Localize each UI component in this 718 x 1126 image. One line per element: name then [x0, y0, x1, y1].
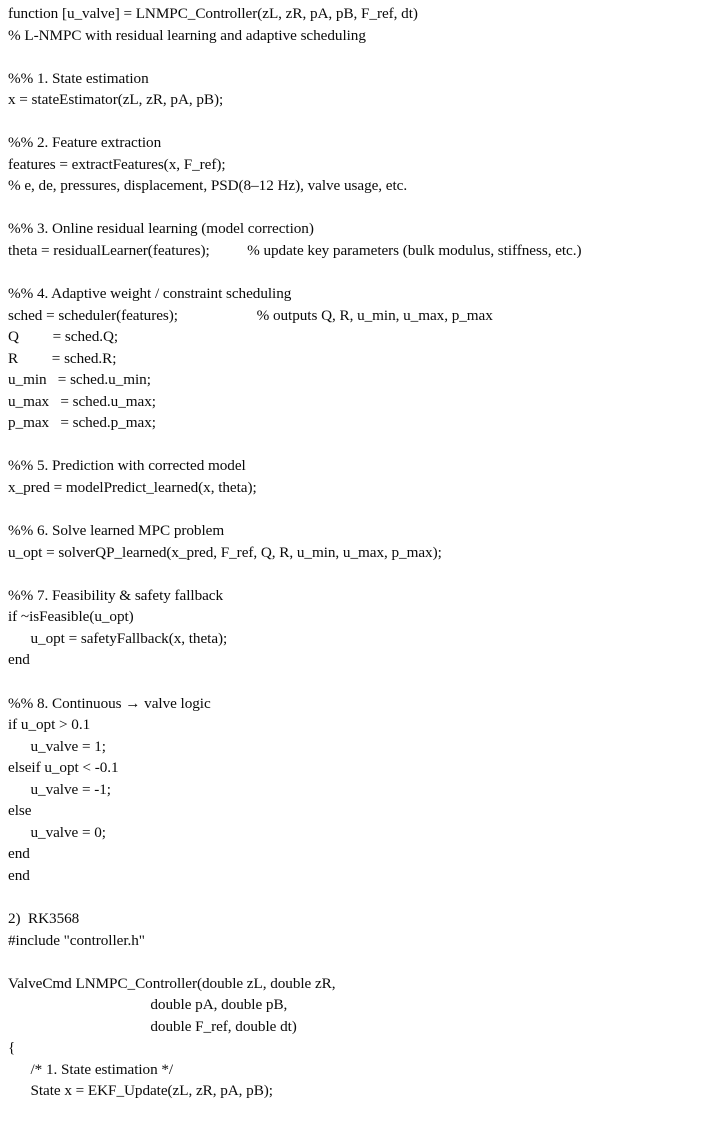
code-line-blank	[8, 111, 710, 133]
code-line: R = sched.R;	[8, 349, 117, 367]
code-line: x = stateEstimator(zL, zR, pA, pB);	[8, 91, 224, 109]
code-line: u_opt = solverQP_learned(x_pred, F_ref, Q, R, u_min, u_max, p_max);	[8, 543, 442, 561]
code-line: % e, de, pressures, displacement, PSD(8–12 Hz), valve usage, etc.	[8, 177, 408, 195]
code-line: 2) RK3568	[8, 909, 80, 927]
code-listing	[8, 3, 710, 1102]
code-line: #include "controller.h"	[8, 931, 145, 949]
code-line: %% 1. State estimation	[8, 69, 149, 87]
code-line: u_opt = safetyFallback(x, theta);	[8, 629, 228, 647]
code-line: end	[8, 845, 30, 863]
code-line: if ~isFeasible(u_opt)	[8, 608, 134, 626]
code-line: function [u_valve] = LNMPC_Controller(zL, zR, pA, pB, F_ref, dt)	[8, 5, 418, 22]
code-line: %% 5. Prediction with corrected model	[8, 457, 246, 475]
code-line-blank	[8, 46, 710, 68]
code-line: %% 7. Feasibility & safety fallback	[8, 586, 224, 604]
code-line-blank	[8, 434, 710, 456]
code-line-blank	[8, 886, 710, 908]
code-line: %% 6. Solve learned MPC problem	[8, 522, 225, 540]
code-line-blank	[8, 951, 710, 973]
code-line: end	[8, 651, 30, 669]
code-line: sched = scheduler(features); % outputs Q, R, u_min, u_max, p_max	[8, 306, 493, 324]
code-line: u_valve = 1;	[8, 737, 106, 755]
code-line-blank	[8, 499, 710, 521]
code-line: x_pred = modelPredict_learned(x, theta);	[8, 479, 257, 497]
code-line: %% 2. Feature extraction	[8, 134, 162, 152]
code-line: Q = sched.Q;	[8, 328, 119, 346]
code-line-blank	[8, 197, 710, 219]
code-line: if u_opt > 0.1	[8, 716, 91, 734]
code-line: features = extractFeatures(x, F_ref);	[8, 155, 226, 173]
code-line: u_min = sched.u_min;	[8, 371, 151, 389]
code-line: %% 8. Continuous → valve logic	[8, 694, 211, 712]
code-line: %% 4. Adaptive weight / constraint scheduling	[8, 285, 292, 303]
code-line: /* 1. State estimation */	[8, 1060, 174, 1078]
code-line: double pA, double pB,	[8, 996, 288, 1014]
code-line: State x = EKF_Update(zL, zR, pA, pB);	[8, 1082, 273, 1100]
code-line: u_valve = 0;	[8, 823, 106, 841]
code-line: u_max = sched.u_max;	[8, 392, 156, 410]
code-line-blank	[8, 563, 710, 585]
code-line: ValveCmd LNMPC_Controller(double zL, double zR,	[8, 974, 336, 992]
code-line-blank	[8, 262, 710, 284]
code-line: p_max = sched.p_max;	[8, 414, 156, 432]
code-line: {	[8, 1039, 16, 1057]
code-line: u_valve = -1;	[8, 780, 111, 798]
code-line: %% 3. Online residual learning (model correction)	[8, 220, 314, 238]
code-line: elseif u_opt < -0.1	[8, 759, 119, 777]
code-line: end	[8, 866, 30, 884]
code-line: % L-NMPC with residual learning and adaptive scheduling	[8, 26, 366, 44]
code-line-blank	[8, 671, 710, 693]
code-line: theta = residualLearner(features); % update key parameters (bulk modulus, stiffness, etc.)	[8, 242, 582, 260]
code-line: else	[8, 802, 32, 820]
code-line: double F_ref, double dt)	[8, 1017, 297, 1035]
